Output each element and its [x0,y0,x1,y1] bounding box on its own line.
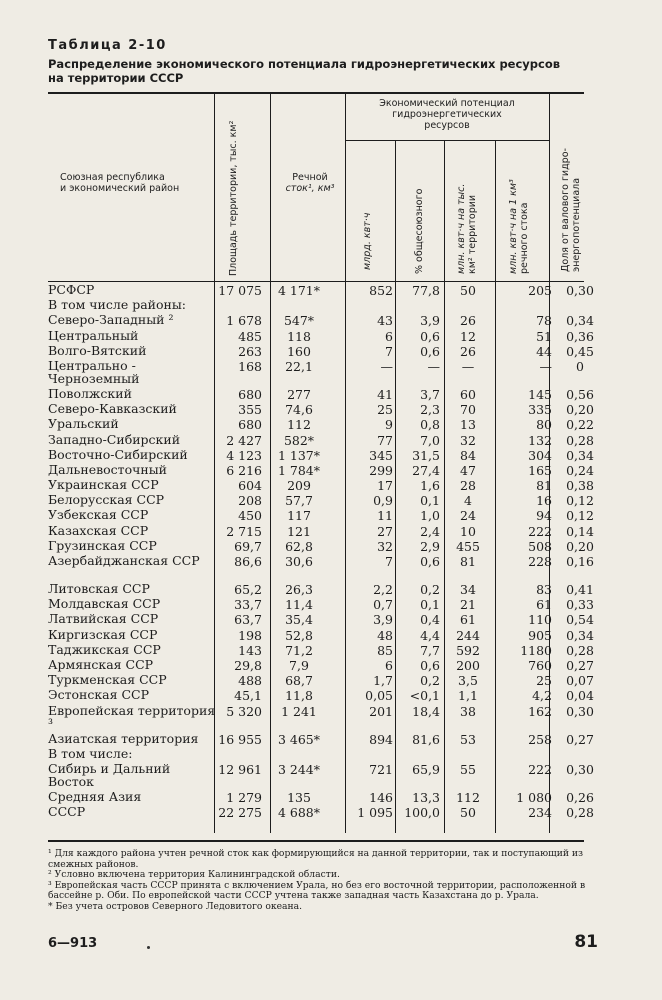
cell-area: 680 [238,417,262,433]
cell-area: 1 678 [226,313,262,329]
cell-area: 485 [238,328,262,344]
row-label: Северо-Западный ² [48,312,174,328]
row-label: РСФСР [48,282,95,297]
cell-twh: 0,7 [373,597,393,613]
row-label: Эстонская ССР [48,687,150,703]
row-label: Северо-Кавказский [48,401,177,417]
cell-twh: 7 [385,343,393,359]
footnote: ¹ Для каждого района учтен речной сток как формирующийся на данной территории, так и поступающий из смежных районов. [48,848,584,870]
cell-area: 168 [238,358,262,374]
cell-pct: 0,8 [420,417,440,433]
cell-flow: 209 [287,478,311,494]
cell-flow: 57,7 [285,493,313,509]
cell-twh: 0,9 [373,493,393,509]
cell-share: 0,27 [566,731,594,747]
cell-flow: 135 [287,789,311,805]
cell-share: 0,34 [566,313,594,329]
table-row [48,537,594,554]
table-row [48,342,594,359]
cell-twh: 299 [369,462,393,478]
header-bottom-rule [48,281,584,282]
table-row [48,581,594,597]
row-label: Дальневосточный [48,461,167,477]
cell-flow: 11,4 [285,597,313,613]
cell-share: 0,24 [566,462,594,478]
cell-share: 0,30 [566,703,594,719]
cell-pf: 132 [528,432,552,448]
table-row [48,446,594,463]
cell-pct: 3,9 [420,313,440,329]
cell-pa: 28 [460,478,476,494]
cell-share: 0,22 [566,417,594,433]
cell-share: 0,45 [566,343,594,359]
table-row [48,656,594,673]
cell-share: 0,12 [566,493,594,509]
cell-flow: 11,8 [285,688,313,704]
cell-area: 4 123 [226,447,262,463]
cell-area: 86,6 [234,554,262,569]
cell-share: 0,12 [566,508,594,524]
cell-share: 0,04 [566,688,594,704]
row-label: Туркменская ССР [48,672,167,688]
table-row [48,747,584,762]
cell-area: 22 275 [218,805,262,821]
cell-pf: 81 [536,478,552,494]
cell-pa: 3,5 [458,673,478,689]
header-region: Союзная республика и экономический район [60,172,180,194]
cell-pa: 84 [460,447,476,463]
table-row [48,401,594,418]
row-label: Восточно-Сибирский [48,446,188,462]
cell-pf: 508 [528,538,552,554]
table-row [48,760,594,790]
cell-pa: 12 [460,328,476,344]
row-label: Сибирь и Дальний Восток [48,760,171,790]
cell-flow: 547* [283,313,315,329]
table-row [48,385,594,402]
table-title: Распределение экономического потенциала гидроэнергетических ресурсов на территории СССР [48,57,561,85]
table-row [48,312,594,329]
top-rule [48,92,584,94]
table-row [48,553,594,582]
cell-area: 208 [238,493,262,509]
printer-signature: 6—913 [48,936,98,951]
cell-twh: 894 [369,731,393,747]
cell-share: 0,26 [566,789,594,805]
cell-pf: 51 [536,328,552,344]
cell-pf: 1180 [520,642,552,658]
cell-twh: 852 [369,283,393,298]
cell-flow: 118 [287,328,311,344]
cell-pa: — [461,358,475,374]
cell-pa: 70 [460,402,476,418]
table-row [48,298,584,313]
header-area: Площадь территории, тыс. км² [228,120,239,276]
cell-pct: 13,3 [412,789,440,805]
cell-pct: <0,1 [409,688,440,704]
cell-flow: 3 244* [277,761,321,777]
cell-share: 0,20 [566,538,594,554]
cell-share: 0,36 [566,328,594,344]
table-row [48,641,594,658]
cell-share: 0,28 [566,805,594,821]
cell-pa: 4 [464,493,472,509]
cell-pf: 205 [528,283,552,298]
cell-pct: 0,1 [420,493,440,509]
cell-pf: 78 [536,313,552,329]
cell-pf: 145 [528,386,552,402]
cell-pa: 13 [460,417,476,433]
cell-twh: 721 [369,761,393,777]
cell-twh: 6 [385,328,393,344]
cell-area: 16 955 [218,731,262,747]
cell-pct: 1,6 [420,478,440,494]
cell-share: 0,16 [566,554,594,569]
table-row [48,461,594,478]
cell-area: 69,7 [234,538,262,554]
row-label: Узбекская ССР [48,507,149,523]
table-row [48,804,594,821]
cell-pf: 222 [528,761,552,777]
row-label: Волго-Вятский [48,342,147,358]
cell-share: 0,56 [566,386,594,402]
table-row [48,359,584,387]
cell-flow: 160 [287,343,311,359]
cell-pct: 27,4 [412,462,440,478]
cell-twh: 3,9 [373,612,393,628]
cell-share: 0,14 [566,523,594,539]
row-label: Средняя Азия [48,788,142,804]
cell-area: 450 [238,508,262,524]
table-row [48,730,594,747]
cell-pa: 38 [460,703,476,719]
cell-flow: 68,7 [285,673,313,689]
header-econ-potential: Экономический потенциал гидроэнергетических ресурсов [379,98,515,131]
cell-pct: — [427,358,440,374]
cell-pf: 61 [536,597,552,613]
cell-area: 604 [238,478,262,494]
cell-pa: 61 [460,612,476,628]
cell-share: 0,34 [566,447,594,463]
cell-twh: 11 [377,508,393,524]
cell-flow: 1 241 [281,703,317,719]
cell-flow: 4 171* [277,283,321,298]
cell-flow: 1 784* [277,462,321,478]
cell-pf: 258 [528,731,552,747]
cell-pct: 31,5 [412,447,440,463]
cell-area: 6 216 [226,462,262,478]
cell-area: 17 075 [218,283,262,298]
cell-twh: 1 095 [357,805,393,821]
cell-pct: 0,6 [420,328,440,344]
row-label: Грузинская ССР [48,537,157,553]
cell-share: 0,33 [566,597,594,613]
cell-pa: 592 [456,642,480,658]
header-share: Доля от валового гидро- энергопотенциала [560,148,582,272]
cell-pct: 18,4 [412,703,440,719]
cell-share: 0,41 [566,582,594,597]
table-row [48,596,594,613]
cell-pf: 25 [536,673,552,689]
header-twh: млрд. квт·ч [362,212,373,270]
cell-pa: 81 [460,554,476,569]
cell-flow: 112 [287,417,311,433]
cell-area: 488 [238,673,262,689]
cell-share: 0,07 [566,673,594,689]
cell-twh: 345 [369,447,393,463]
cell-share: 0,30 [566,283,594,298]
cell-pa: 24 [460,508,476,524]
row-label: Латвийская ССР [48,611,159,627]
cell-area: 65,2 [234,582,262,597]
cell-flow: 22,1 [285,358,313,374]
cell-area: 355 [238,402,262,418]
table-row [48,507,594,524]
cell-twh: — [380,358,393,374]
cell-flow: 4 688* [277,805,321,821]
table-row [48,431,594,448]
cell-pf: 905 [528,627,552,643]
cell-pa: 55 [460,761,476,777]
cell-flow: 117 [287,508,311,524]
cell-twh: 25 [377,402,393,418]
cell-twh: 43 [377,313,393,329]
cell-area: 45,1 [234,688,262,704]
cell-pf: 304 [528,447,552,463]
cell-twh: 201 [369,703,393,719]
cell-pct: 2,9 [420,538,440,554]
table-row [48,522,594,539]
row-label: Киргизская ССР [48,626,158,642]
cell-twh: 48 [377,627,393,643]
cell-pa: 112 [456,789,480,805]
row-label: Белорусская ССР [48,492,165,508]
cell-area: 680 [238,386,262,402]
row-label: Поволжский [48,385,132,401]
cell-pct: 3,7 [420,386,440,402]
cell-area: 29,8 [234,657,262,673]
table-row [48,672,594,689]
cell-share: 0 [576,358,584,374]
table-row [48,687,594,704]
cell-pa: 200 [456,657,480,673]
cell-area: 1 279 [226,789,262,805]
cell-twh: 85 [377,642,393,658]
cell-pa: 10 [460,523,476,539]
table-row [48,492,594,509]
cell-pa: 34 [460,582,476,597]
cell-share: 0,20 [566,402,594,418]
cell-pf: 80 [536,417,552,433]
header-per-flow: млн. квт·ч на 1 км³ речного стока [508,179,530,274]
row-label: Центрально - Черноземный [48,357,140,387]
row-label: Армянская ССР [48,656,154,672]
row-label: Западно-Сибирский [48,431,181,447]
cell-flow: 3 465* [277,731,321,747]
cell-pa: 455 [456,538,480,554]
cell-pct: 0,6 [420,343,440,359]
cell-area: 5 320 [226,703,262,719]
cell-twh: 146 [369,789,393,805]
cell-pf: 222 [528,523,552,539]
cell-pf: 234 [528,805,552,821]
table-row [48,611,594,628]
cell-flow: 74,6 [285,402,313,418]
cell-flow: 121 [287,523,311,539]
cell-pct: 7,7 [420,642,440,658]
cell-pct: 0,6 [420,657,440,673]
bottom-rule [48,840,584,842]
cell-share: 0,38 [566,478,594,494]
cell-share: 0,28 [566,642,594,658]
cell-pf: 44 [536,343,552,359]
row-label: Литовская ССР [48,581,150,596]
footnotes [48,849,610,913]
cell-area: 198 [238,627,262,643]
row-label: Азербайджанская ССР [48,553,200,568]
cell-twh: 17 [377,478,393,494]
cell-flow: 30,6 [285,554,313,569]
cell-area: 63,7 [234,612,262,628]
row-label: Украинская ССР [48,477,159,493]
cell-twh: 41 [377,386,393,402]
cell-pa: 26 [460,343,476,359]
cell-pct: 0,6 [420,554,440,569]
cell-flow: 62,8 [285,538,313,554]
cell-pct: 65,9 [412,761,440,777]
cell-flow: 7,9 [289,657,309,673]
cell-flow: 277 [287,386,311,402]
row-label: В том числе: [48,745,133,761]
cell-flow: 1 137* [277,447,321,463]
cell-twh: 0,05 [365,688,393,704]
cell-area: 263 [238,343,262,359]
header-pct: % общесоюзного [414,188,425,274]
row-label: Уральский [48,416,119,432]
cell-pa: 21 [460,597,476,613]
cell-pct: 81,6 [412,731,440,747]
cell-area: 2 715 [226,523,262,539]
table-row [48,626,594,643]
cell-share: 0,34 [566,627,594,643]
cell-twh: 6 [385,657,393,673]
table-body [48,282,594,821]
cell-pct: 4,4 [420,627,440,643]
header-per-area: млн. квт·ч на тыс. км² территории [456,183,478,274]
table-row [48,477,594,494]
cell-pct: 0,1 [420,597,440,613]
cell-share: 0,27 [566,657,594,673]
cell-area: 143 [238,642,262,658]
cell-twh: 77 [377,432,393,448]
table-row [48,282,594,298]
page-number: 81 [574,932,598,952]
row-label: Европейская территория ³ [48,702,216,731]
cell-pct: 1,0 [420,508,440,524]
cell-pf: 165 [528,462,552,478]
cell-twh: 27 [377,523,393,539]
cell-pct: 7,0 [420,432,440,448]
cell-flow: 26,3 [285,582,313,597]
cell-share: 0,30 [566,761,594,777]
cell-flow: 35,4 [285,612,313,628]
cell-pa: 47 [460,462,476,478]
cell-pct: 0,2 [420,582,440,597]
cell-pa: 50 [460,805,476,821]
cell-twh: 32 [377,538,393,554]
row-label: В том числе районы: [48,297,187,313]
cell-twh: 9 [385,417,393,433]
cell-pa: 244 [456,627,480,643]
row-label: Казахская ССР [48,522,149,538]
row-label: Азиатская территория [48,730,199,746]
cell-pct: 77,8 [412,283,440,298]
cell-pa: 26 [460,313,476,329]
header-flow: Речной сток¹, км³ [285,172,335,194]
cell-pf: 83 [536,582,552,597]
cell-pf: 4,2 [532,688,552,704]
footnote: * Без учета островов Северного Ледовитого океана. [48,900,303,912]
cell-flow: 52,8 [285,627,313,643]
cell-pf: 94 [536,508,552,524]
footnote: ² Условно включена территория Калининградской области. [48,869,340,881]
cell-pct: 2,3 [420,402,440,418]
cell-pf: 16 [536,493,552,509]
cell-flow: 71,2 [285,642,313,658]
row-label: Таджикская ССР [48,641,161,657]
cell-pct: 2,4 [420,523,440,539]
cell-pct: 100,0 [404,805,440,821]
table-row [48,327,594,344]
cell-pct: 0,4 [420,612,440,628]
cell-pf: 110 [528,612,552,628]
cell-share: 0,54 [566,612,594,628]
table-row [48,416,594,433]
cell-pf: — [539,358,552,374]
row-label: СССР [48,804,86,820]
table-row [48,702,594,732]
row-label: Центральный [48,327,139,343]
cell-pf: 162 [528,703,552,719]
cell-flow: 582* [283,432,315,448]
cell-pa: 53 [460,731,476,747]
cell-area: 33,7 [234,597,262,613]
row-label: Молдавская ССР [48,596,161,612]
footnote: ³ Европейская часть СССР принята с включением Урала, но без его восточной территории, расположенной в бассейне р. Оби. По европейской части СССР учтена также западная часть Казахстана до р. Урала. [48,879,586,902]
cell-area: 12 961 [218,761,262,777]
cell-twh: 7 [385,554,393,569]
cell-pa: 1,1 [458,688,478,704]
cell-pa: 50 [460,283,476,298]
cell-pct: 0,2 [420,673,440,689]
econ-group-rule [345,140,549,141]
dot-mark [147,946,150,949]
cell-pa: 32 [460,432,476,448]
cell-pa: 60 [460,386,476,402]
cell-share: 0,28 [566,432,594,448]
cell-twh: 1,7 [373,673,393,689]
cell-pf: 760 [528,657,552,673]
cell-pf: 335 [528,402,552,418]
cell-pf: 228 [528,554,552,569]
table-number: Таблица 2-10 [48,38,167,53]
cell-twh: 2,2 [373,582,393,597]
table-row [48,788,594,805]
cell-area: 2 427 [226,432,262,448]
cell-pf: 1 080 [516,789,552,805]
